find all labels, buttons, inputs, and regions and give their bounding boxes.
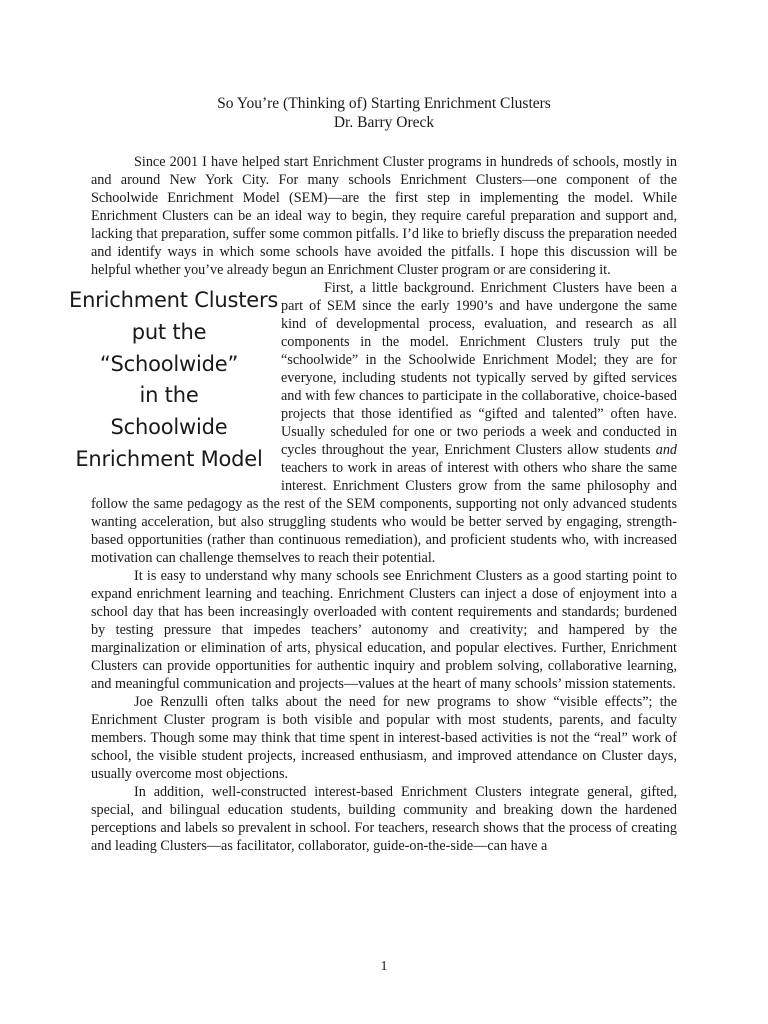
document-author: Dr. Barry Oreck xyxy=(333,114,435,131)
pull-quote xyxy=(69,285,279,495)
pull-quote-line: “Schoolwide” xyxy=(99,351,239,376)
paragraph-starting-point: It is easy to understand why many schools see Enrichment Clusters as a good starting point to expand enrichment learning and teaching. Enrichment Clusters can inject a dose of enjoyment into a school day that has been increasingly overloaded with content requirements and standards; burdened by testing pressure that impedes teachers’ autonomy and creativity; and hampered by the marginalization or elimination of arts, physical education, and popular electives. Further, Enrichment Clusters can provide opportunities for authentic inquiry and problem solving, collaborative learning, and meaningful communication and projects—values at the heart of many schools’ mission statements. xyxy=(91,568,677,692)
page-number: 1 xyxy=(380,959,388,974)
pull-quote-line: Enrichment Clusters xyxy=(69,288,279,312)
background-text-part-1: First, a little background. Enrichment Clusters have been a part of SEM since the early 1990’s and have undergone the same kind of developmental process, evaluation, and research as all components in the model. Enrichment Clusters truly put the “schoolwide” in the Schoolwide Enrichment Model; they are for everyone, including students not typically served by gifted services and with few chances to participate in the collaborative, choice-based projects that those identified as “gifted and talented” often have. Usually scheduled for one or two periods a week and conducted in cycles throughout the year, Enrichment Clusters allow students xyxy=(281,280,677,458)
pull-quote-line: put the xyxy=(131,319,207,344)
paragraph-intro: Since 2001 I have helped start Enrichment Cluster programs in hundreds of schools, mostly in and around New York City. For many schools Enrichment Clusters—one component of the Schoolwide Enrichment Model (SEM)—are the first step in implementing the model. While Enrichment Clusters can be an ideal way to begin, they require careful preparation and support and, lacking that preparation, suffer some common pitfalls. I’d like to briefly discuss the preparation needed and identify ways in which some schools have avoided the pitfalls. I hope this discussion will be helpful whether you’ve already begun an Enrichment Cluster program or are considering it. xyxy=(91,154,677,278)
pull-quote-line: Schoolwide xyxy=(110,415,228,440)
body-text xyxy=(69,153,677,855)
document-title: So You’re (Thinking of) Starting Enrichment Clusters xyxy=(217,95,551,112)
paragraph-integration: In addition, well-constructed interest-based Enrichment Clusters integrate general, gifted, special, and bilingual education students, building community and breaking down the hardened perceptions and labels so prevalent in school. For teachers, research shows that the process of creating and leading Clusters—as facilitator, collaborator, guide-on-the-side—can have a xyxy=(91,784,677,854)
background-emphasis: and xyxy=(655,442,677,458)
pull-quote-line: Enrichment Model xyxy=(75,446,263,471)
pull-quote-line: in the xyxy=(139,383,199,408)
paragraph-visible-effects: Joe Renzulli often talks about the need for new programs to show “visible effects”; the Enrichment Cluster program is both visible and popular with most students, parents, and faculty members. Though some may think that time spent in interest-based activities is not the “real” work of school, the visible student projects, increased enthusiasm, and improved attendance on Cluster days, usually overcome most objections. xyxy=(91,694,677,782)
title-block xyxy=(0,94,768,132)
background-text-part-2: teachers to work in areas of interest with others who share the same interest. Enrichment Clusters grow from the same philosophy and follow the same pedagogy as the rest of the SEM components, supporting not only advanced students wanting acceleration, but also struggling students who would be better served by engaging, strength-based opportunities (rather than continuous remediation), and proficient students who, with increased motivation can challenge themselves to reach their potential. xyxy=(91,460,677,566)
